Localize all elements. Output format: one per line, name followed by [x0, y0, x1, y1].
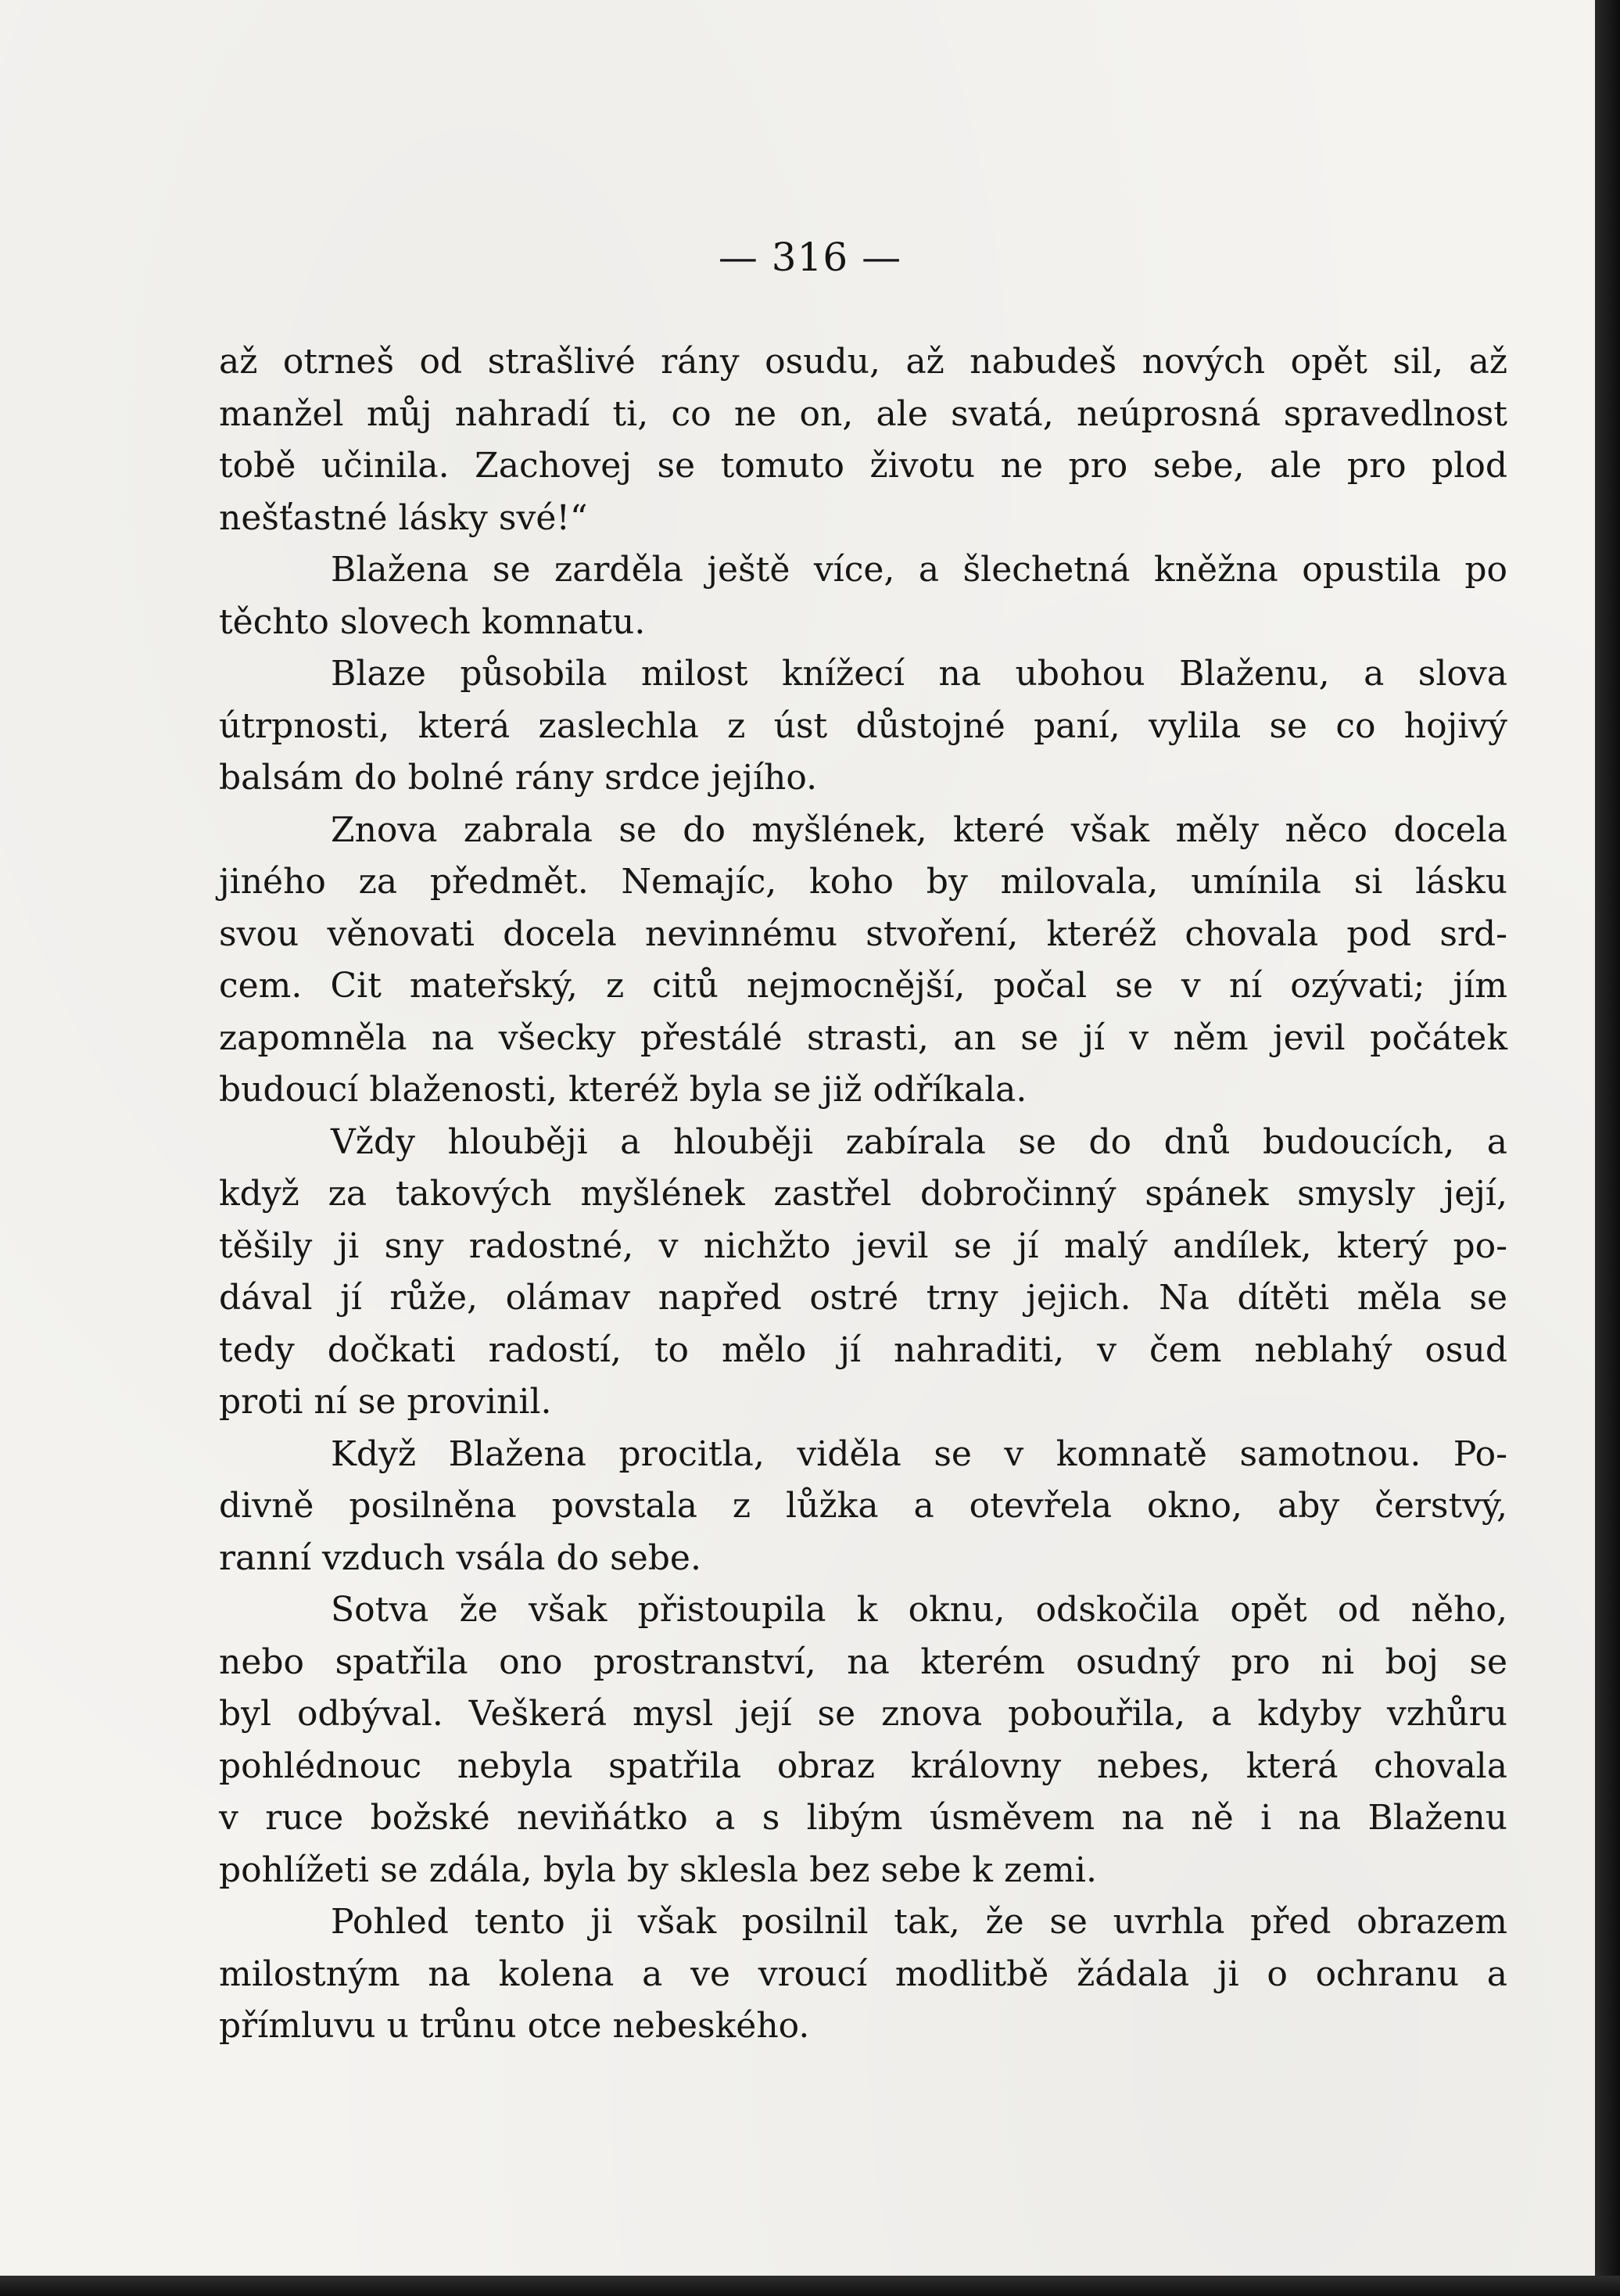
text-line: Blaze působila milost knížecí na ubohou Blaženu, a slova: [331, 654, 1507, 694]
text-line: těchto slovech komnatu.: [219, 601, 646, 642]
text-line: dával jí růže, olámav napřed ostré trny jejich. Na dítěti měla se: [219, 1278, 1507, 1318]
page-number: — 316 —: [718, 235, 902, 280]
scan-edge-bottom: [0, 2276, 1620, 2296]
text-line: Pohled tento ji však posilnil tak, že se uvrhla před obrazem: [331, 1902, 1507, 1942]
text-line: byl odbýval. Veškerá mysl její se znova pobouřila, a kdyby vzhůru: [219, 1694, 1507, 1734]
text-line: Vždy hlouběji a hlouběji zabírala se do dnů budoucích, a: [331, 1121, 1507, 1162]
text-line: Blažena se zarděla ještě více, a šlechetná kněžna opustila po: [331, 550, 1507, 590]
text-line: Když Blažena procitla, viděla se v komnatě samotnou. Po-: [331, 1433, 1507, 1474]
text-line: Sotva že však přistoupila k oknu, odskočila opět od něho,: [331, 1590, 1507, 1630]
text-line: proti ní se provinil.: [219, 1382, 552, 1422]
text-line: v ruce božské neviňátko a s libým úsměvem na ně i na Blaženu: [219, 1798, 1507, 1838]
text-line: jiného za předmět. Nemajíc, koho by milovala, umínila si lásku: [219, 862, 1507, 902]
text-line: balsám do bolné rány srdce jejího.: [219, 758, 818, 798]
text-line: nebo spatřila ono prostranství, na kterém osudný pro ni boj se: [219, 1641, 1507, 1682]
text-line: zapomněla na všecky přestálé strasti, an se jí v něm jevil počátek: [219, 1017, 1507, 1058]
text-line: divně posilněna povstala z lůžka a otevřela okno, aby čerstvý,: [219, 1486, 1507, 1526]
text-line: útrpnosti, která zaslechla z úst důstojné paní, vylila se co hojivý: [219, 705, 1507, 746]
text-line: cem. Cit mateřský, z citů nejmocnější, počal se v ní ozývati; jím: [219, 966, 1507, 1006]
text-line: tobě učinila. Zachovej se tomuto životu ne pro sebe, ale pro plod: [219, 446, 1507, 486]
text-line: ranní vzduch vsála do sebe.: [219, 1537, 701, 1578]
text-line: Znova zabrala se do myšlének, které však měly něco docela: [331, 809, 1507, 850]
text-line: milostným na kolena a ve vroucí modlitbě žádala ji o ochranu a: [219, 1953, 1507, 1994]
text-line: svou věnovati docela nevinnému stvoření, kteréž chovala pod srd-: [219, 913, 1507, 954]
text-line: budoucí blaženosti, kteréž byla se již odříkala.: [219, 1070, 1027, 1110]
text-line: manžel můj nahradí ti, co ne on, ale svatá, neúprosná spravedlnost: [219, 393, 1507, 434]
text-line: pohlédnouc nebyla spatřila obraz královny nebes, která chovala: [219, 1745, 1507, 1786]
text-line: když za takových myšlének zastřel dobročinný spánek smysly její,: [219, 1174, 1507, 1214]
text-line: přímluvu u trůnu otce nebeského.: [219, 2006, 810, 2046]
body-text: [219, 336, 1507, 2053]
text-line: tedy dočkati radostí, to mělo jí nahraditi, v čem neblahý osud: [219, 1329, 1507, 1370]
text-line: pohlížeti se zdála, byla by sklesla bez sebe k zemi.: [219, 1849, 1097, 1890]
text-line: až otrneš od strašlivé rány osudu, až nabudeš nových opět sil, až: [219, 342, 1507, 382]
scan-edge-right: [1595, 0, 1620, 2296]
text-line: nešťastné lásky své!“: [219, 497, 588, 538]
text-line: těšily ji sny radostné, v nichžto jevil se jí malý andílek, který po-: [219, 1225, 1507, 1266]
